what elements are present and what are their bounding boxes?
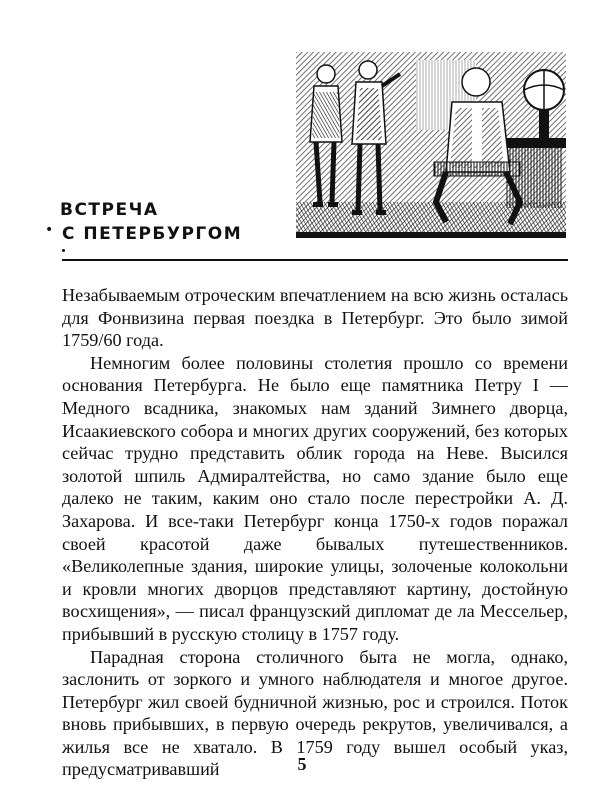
engraving-icon: [296, 52, 566, 238]
paragraph-3: Парадная сторона столичного быта не могла, однако, заслонить от зоркого и умного наблюдателя и многое другое. Петербург жил своей будничной жизнью, рос и строился. Поток вновь прибывших, в первую очередь рекрутов, увеличивался, а жилья все не хватало. В 1759 году вышел особый указ, предусматривавший: [62, 646, 568, 780]
chapter-title: [60, 198, 242, 246]
paragraph-1: Незабываемым отроческим впечатлением на всю жизнь осталась для Фонвизина первая поездка в Петербург. Это было зимой 1759/60 года.: [62, 285, 568, 351]
body-text: [62, 284, 568, 781]
rule-tick-mark: [62, 249, 65, 252]
engraving-illustration: [296, 52, 566, 238]
title-divider: [62, 259, 568, 261]
chapter-title-line-2: С ПЕТЕРБУРГОМ: [62, 224, 243, 244]
paragraph-2: Немногим более половины столетия прошло со времени основания Петербурга. Не было еще памятника Петру I — Медного всадника, знакомых нам зданий Зимнего дворца, Исаакиевского собора и многих других сооружений, без которых сейчас трудно представить облик города на Неве. Высился золотой шпиль Адмиралтейства, но само здание было еще далеко не таким, каким оно стало после перестройки А. Д. Захарова. И все-таки Петербург конца 1750-х годов поражал своей красотой даже бывалых путешественников. «Великолепные здания, широкие улицы, золоченые колокольни и кровли многих дворцов представляют картину, достойную восхищения», — писал французский дипломат де ла Мессельер, прибывший в русскую столицу в 1757 году.: [62, 352, 568, 644]
chapter-title-line-1: ВСТРЕЧА: [60, 200, 159, 220]
page-number: 5: [297, 754, 307, 774]
bullet-mark: •: [45, 222, 54, 238]
